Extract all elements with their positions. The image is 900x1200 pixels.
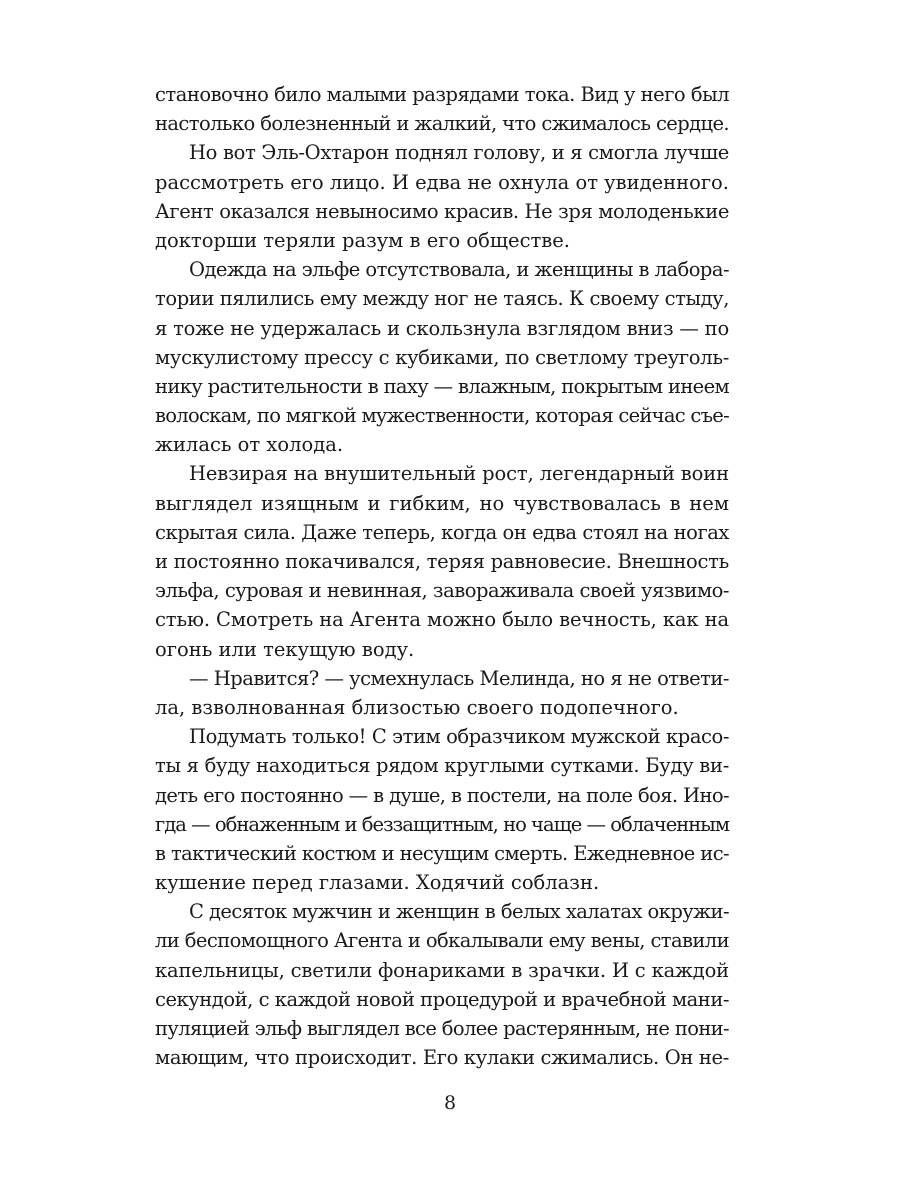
text-line: я тоже не удержалась и скользнула взглядом вниз — по [155, 316, 729, 340]
text-line: ли беспомощного Агента и обкалывали ему вены, ставили [155, 929, 729, 953]
text-line: Одежда на эльфе отсутствовала, и женщины в лабора- [189, 258, 729, 282]
text-line: Но вот Эль-Охтарон поднял голову, и я смогла лучше [189, 141, 729, 165]
page-number: 8 [443, 1092, 457, 1114]
text-line: настолько болезненный и жалкий, что сжималось сердце. [155, 112, 729, 136]
text-line: огонь или текущую воду. [155, 637, 415, 661]
text-line: кушение перед глазами. Ходячий соблазн. [155, 871, 600, 895]
text-line: рассмотреть его лицо. И едва не охнула от увиденного. [155, 170, 729, 194]
text-line: капельницы, светили фонариками в зрачки. И с каждой [155, 958, 729, 982]
body-text [155, 80, 729, 1072]
text-line: тории пялились ему между ног не таясь. К своему стыду, [155, 287, 729, 311]
text-line: — Нравится? — усмехнулась Мелинда, но я не ответи- [189, 666, 729, 690]
text-line: и постоянно покачивался, теряя равновесие. Внешность [155, 550, 729, 573]
text-line: становочно било малыми разрядами тока. Вид у него был [155, 83, 729, 106]
text-line: ты я буду находиться рядом круглыми сутками. Буду ви- [155, 754, 729, 778]
text-line: С десяток мужчин и женщин в белых халатах окружи- [189, 900, 729, 924]
text-line: жилась от холода. [155, 433, 344, 457]
text-line: Агент оказался невыносимо красив. Не зря молоденькие [155, 199, 729, 223]
text-line: мускулистому прессу с кубиками, по светлому треуголь- [155, 345, 729, 369]
text-line: Невзирая на внушительный рост, легендарный воин [189, 462, 729, 486]
text-line: скрытая сила. Даже теперь, когда он едва стоял на ногах [155, 520, 729, 544]
text-line: гда — обнаженным и беззащитным, но чаще — облаченным [155, 812, 729, 836]
text-line: пуляцией эльф выглядел все более растерянным, не пони- [155, 1017, 729, 1040]
text-line: стью. Смотреть на Агента можно было вечность, как на [155, 608, 729, 632]
text-line: ла, взволнованная близостью своего подопечного. [155, 695, 679, 719]
text-line: Подумать только! С этим образчиком мужской красо- [189, 725, 729, 749]
text-line: мающим, что происходит. Его кулаки сжимались. Он не- [155, 1046, 729, 1070]
text-line: в тактический костюм и несущим смерть. Ежедневное ис- [155, 841, 729, 865]
text-line: деть его постоянно — в душе, в постели, на поле боя. Ино- [155, 783, 729, 807]
text-line: докторши теряли разум в его обществе. [155, 228, 570, 252]
text-line: нику растительности в паху — влажным, покрытым инеем [155, 374, 729, 398]
text-line: секундой, с каждой новой процедурой и врачебной мани- [155, 987, 729, 1011]
text-line: эльфа, суровая и невинная, завораживала своей уязвимо- [155, 579, 729, 603]
text-line: выглядел изящным и гибким, но чувствовалась в нем [155, 491, 729, 515]
text-line: волоскам, по мягкой мужественности, которая сейчас съе- [155, 404, 729, 428]
